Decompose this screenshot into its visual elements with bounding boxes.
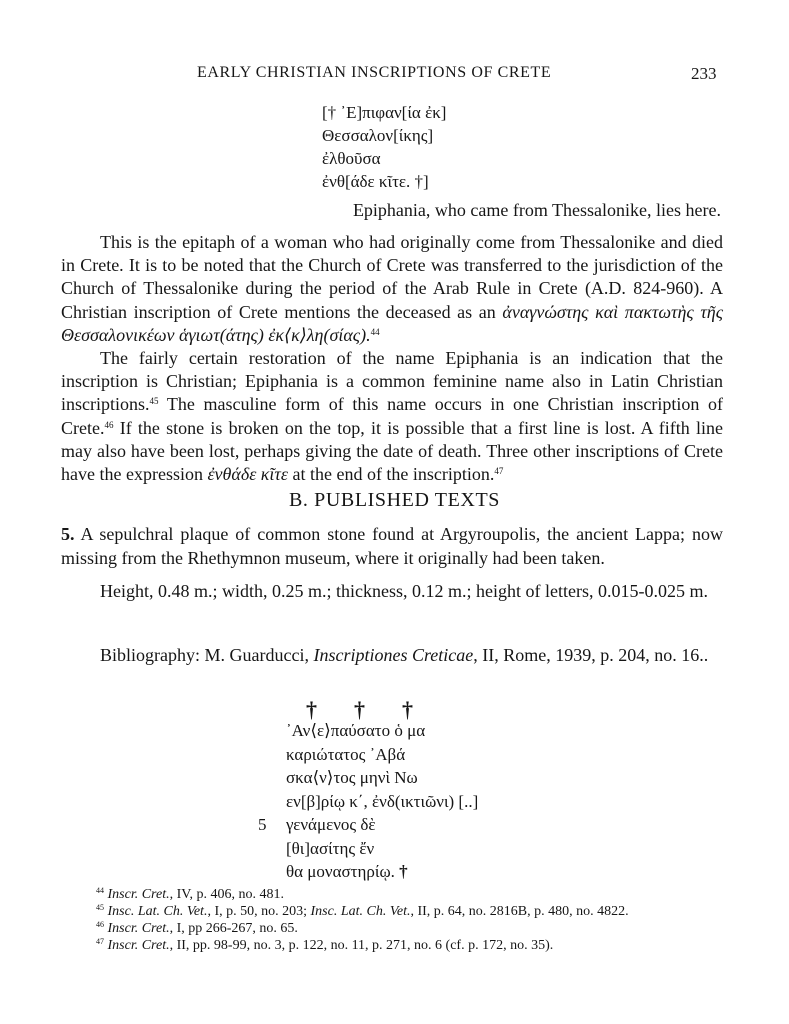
cross-symbol: † [399, 862, 408, 881]
inscription-line: 5 γενάμενος δὲ [286, 813, 478, 837]
entry-dimensions: Height, 0.48 m.; width, 0.25 m.; thickness, 0.12 m.; height of letters, 0.015-0.025 m. [100, 581, 708, 601]
cross-symbol: † [306, 697, 317, 722]
line-number: 5 [258, 815, 267, 834]
bibliography-details: , II, Rome, 1939, p. 204, no. 16.. [473, 645, 709, 665]
footnote-47: $^{47}$ Inscr. Cret., II, pp. 98-99, no. 3, p. 122, no. 11, p. 271, no. 6 (cf. p. 172, no. 35). [96, 937, 554, 953]
commentary-text: The masculine form of this name occurs in one Christian inscription of Crete. [61, 394, 723, 438]
running-title: EARLY CHRISTIAN INSCRIPTIONS OF CRETE [197, 64, 552, 81]
entry-description [61, 523, 723, 570]
section-heading: B. PUBLISHED TEXTS [288, 489, 500, 511]
bibliography [61, 644, 723, 668]
footnote-ref-45[interactable]: 45 [149, 396, 159, 407]
greek-quotation: ἀναγνώστης καὶ πακτωτὴς τῆς Θεσσαλονικέων ἁγιωτ(άτης) ἐκ⟨κ⟩λη(σίας). [61, 301, 724, 345]
inscription-line: θα μοναστηρίῳ. † [286, 862, 408, 881]
entry-description-text: A sepulchral plaque of common stone found at Argyroupolis, the ancient Lappa; now missing from the Rhethymnon museum, where it originally had been taken. [61, 524, 723, 568]
commentary-text: This is the epitaph of a woman who had originally come from Thessalonike and died in Crete. It is to be noted that the Church of Crete was transferred to the jurisdiction of the Church of Thessalonike during the period of the Arab Rule in Crete (A.D. 824-960). A Christian inscription of Crete mentions the deceased as an [61, 232, 723, 322]
commentary-paragraph-1 [61, 231, 723, 347]
footnote-45: $^{45}$ Insc. Lat. Ch. Vet., I, p. 50, no. 203; Insc. Lat. Ch. Vet., II, p. 64, no. 2816B, p. 480, no. 4822. [96, 903, 629, 919]
commentary-text: If the stone is broken on the top, it is possible that a first line is lost. A fifth line may also have been lost, perhaps giving the date of death. Three other inscriptions of Crete have the expression [61, 417, 723, 485]
inscription-2-text [258, 719, 479, 884]
greek-phrase: ἐνθάδε κῖτε [207, 464, 288, 485]
page-number: 233 [691, 64, 717, 83]
inscription-line: [θι]ασίτης ἔν [286, 838, 375, 858]
inscription-line: ᾿Αν⟨ε⟩παύσατο ὁ μα [286, 721, 426, 740]
inscription-line: καριώτατος ᾿Αβά [286, 744, 406, 764]
footnote-46: $^{46}$ Inscr. Cret., I, pp 266-267, no. 65. [96, 920, 298, 936]
bibliography-title: Inscriptiones Creticae [313, 645, 474, 665]
inscription-line: σκα⟨ν⟩τος μηνὶ Νω [286, 768, 418, 787]
commentary [61, 231, 723, 486]
entry-number: 5. [61, 524, 75, 544]
inscription-translation: Epiphania, who came from Thessalonike, lies here. [352, 200, 721, 220]
footnote-ref-46[interactable]: 46 [104, 419, 114, 430]
commentary-text: at the end of the inscription. [292, 464, 495, 485]
footnote-44: $^{44}$ Inscr. Cret., IV, p. 406, no. 481. [96, 886, 285, 902]
bibliography-label: Bibliography: M. Guarducci, [100, 645, 309, 665]
footnote-ref-44[interactable]: 44 [370, 326, 380, 337]
inscription-line: εν[β]ρίῳ κ΄, ἐνδ(ικτιῶνι) [..] [286, 791, 479, 811]
inscription-1-text [322, 101, 446, 193]
inscription-line: [† ᾿Ε]πιφαν[ία ἐκ] [322, 103, 447, 122]
inscription-line: Θεσσαλον[ίκης] [322, 126, 434, 145]
cross-symbol: † [354, 697, 365, 722]
inscription-line: ἐλθοῦσα [322, 149, 381, 168]
inscription-line: ἐνθ[άδε κῖτε. †] [322, 172, 429, 191]
commentary-paragraph-2 [61, 347, 723, 486]
footnotes [96, 886, 736, 954]
footnote-ref-47[interactable]: 47 [494, 466, 504, 477]
commentary-text: The fairly certain restoration of the name Epiphania is an indication that the inscription is Christian; Epiphania is a common feminine name also in Latin Christian inscriptions. [61, 348, 723, 415]
cross-symbol: † [402, 697, 413, 722]
